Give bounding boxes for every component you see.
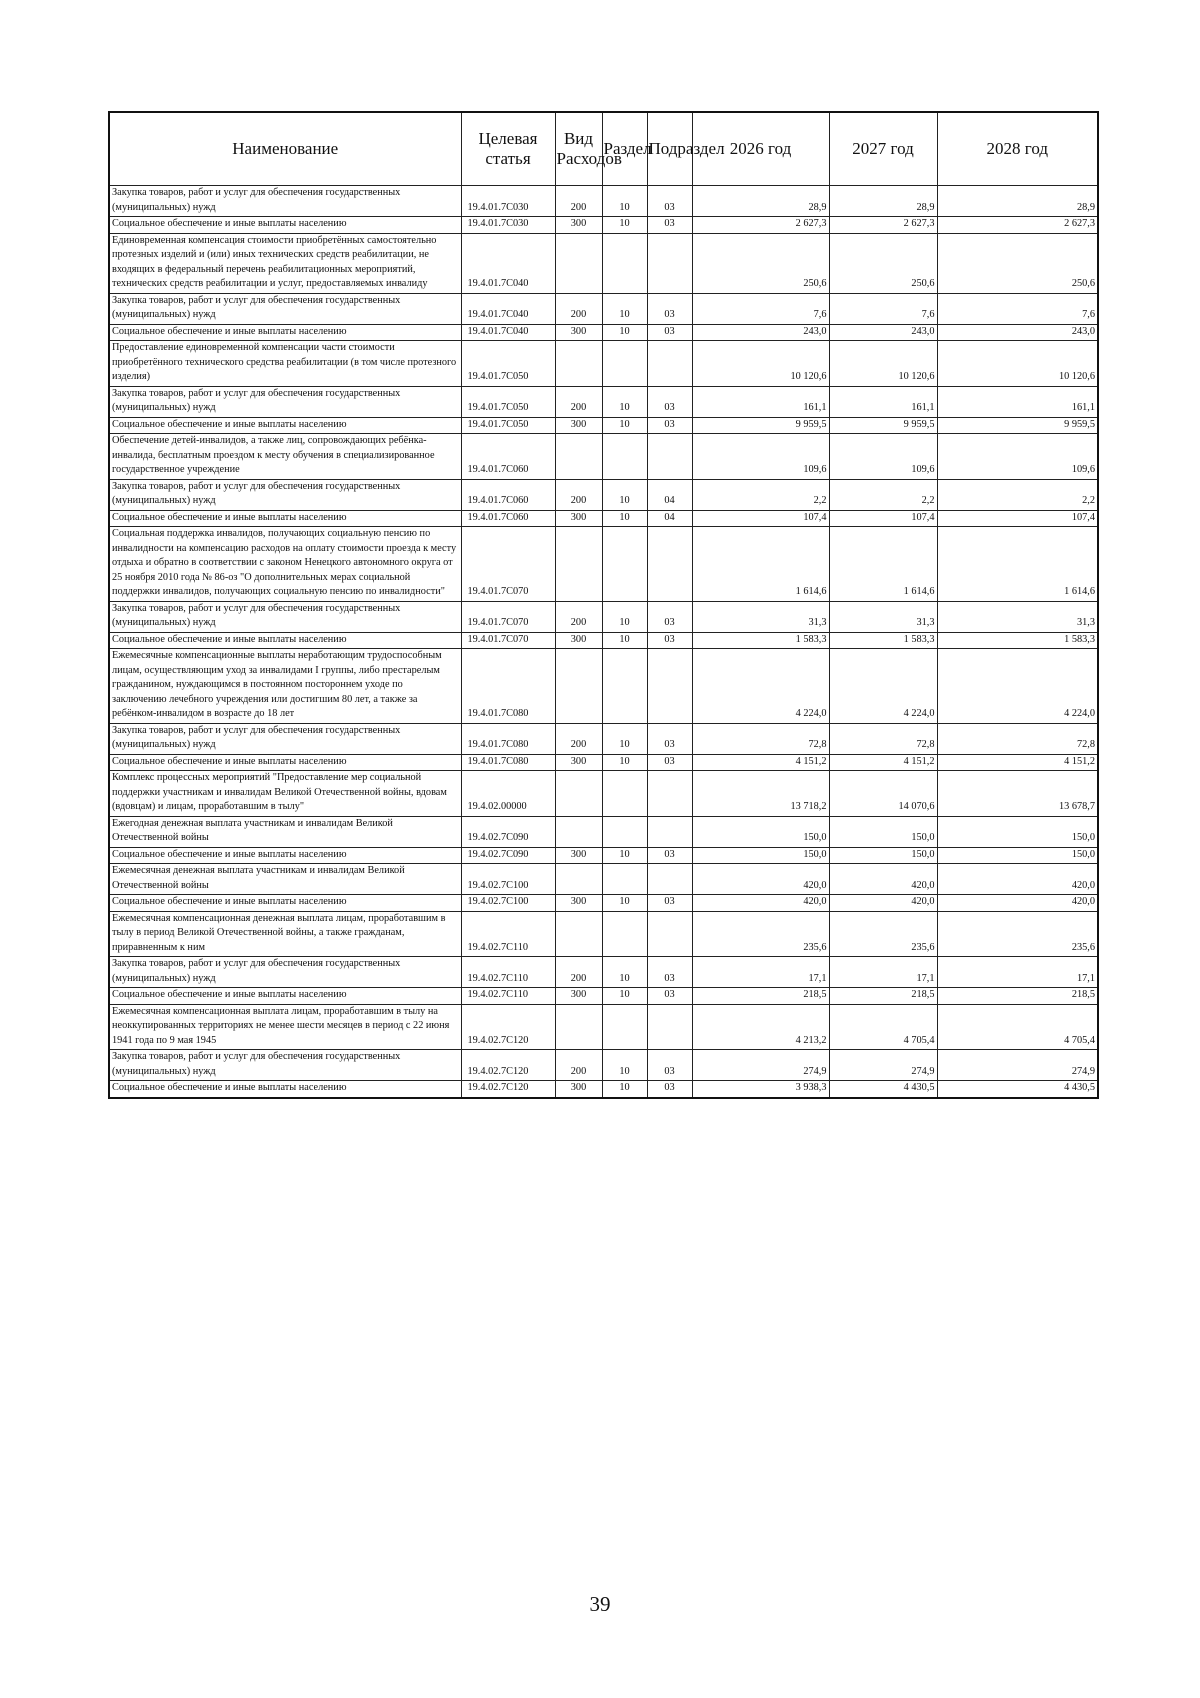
- row-target-code: 19.4.02.7С090: [461, 847, 555, 864]
- row-section: [602, 864, 647, 895]
- row-value-2028: 28,9: [937, 186, 1098, 217]
- row-subsection: 03: [647, 324, 692, 341]
- row-value-2027: 274,9: [829, 1050, 937, 1081]
- header-2027: 2027 год: [829, 112, 937, 186]
- row-target-code: 19.4.01.7С050: [461, 386, 555, 417]
- header-target: Целевая статья: [461, 112, 555, 186]
- table-row: [109, 911, 1098, 957]
- row-name: Предоставление единовременной компенсации части стоимости приобретённого технического средства реабилитации (в том числе протезного изделия): [109, 341, 461, 387]
- row-value-2026: 3 938,3: [692, 1081, 829, 1098]
- row-value-2027: 109,6: [829, 434, 937, 480]
- row-value-2026: 17,1: [692, 957, 829, 988]
- row-value-2026: 28,9: [692, 186, 829, 217]
- row-value-2026: 243,0: [692, 324, 829, 341]
- row-value-2028: 235,6: [937, 911, 1098, 957]
- table-row: [109, 649, 1098, 724]
- row-section: 10: [602, 723, 647, 754]
- table-row: [109, 754, 1098, 771]
- row-value-2028: 420,0: [937, 895, 1098, 912]
- row-name: Социальное обеспечение и иные выплаты населению: [109, 754, 461, 771]
- row-subsection: 03: [647, 1050, 692, 1081]
- row-subsection: 03: [647, 186, 692, 217]
- row-value-2026: 7,6: [692, 293, 829, 324]
- table-row: [109, 341, 1098, 387]
- row-kind: 300: [555, 632, 602, 649]
- row-name: Ежегодная денежная выплата участникам и инвалидам Великой Отечественной войны: [109, 816, 461, 847]
- row-kind: 300: [555, 754, 602, 771]
- row-kind: 300: [555, 324, 602, 341]
- table-row: [109, 816, 1098, 847]
- row-subsection: 03: [647, 293, 692, 324]
- row-target-code: 19.4.01.7С050: [461, 417, 555, 434]
- row-value-2027: 4 705,4: [829, 1004, 937, 1050]
- row-value-2027: 17,1: [829, 957, 937, 988]
- row-name: Закупка товаров, работ и услуг для обеспечения государственных (муниципальных) нужд: [109, 1050, 461, 1081]
- row-value-2028: 4 430,5: [937, 1081, 1098, 1098]
- row-value-2026: 274,9: [692, 1050, 829, 1081]
- row-section: [602, 233, 647, 293]
- row-value-2028: 4 705,4: [937, 1004, 1098, 1050]
- row-target-code: 19.4.02.7С090: [461, 816, 555, 847]
- table-row: [109, 601, 1098, 632]
- row-subsection: 03: [647, 723, 692, 754]
- table-row: [109, 510, 1098, 527]
- table-row: [109, 324, 1098, 341]
- row-value-2028: 107,4: [937, 510, 1098, 527]
- row-target-code: 19.4.02.7С120: [461, 1081, 555, 1098]
- row-value-2026: 10 120,6: [692, 341, 829, 387]
- row-kind: 200: [555, 723, 602, 754]
- row-name: Закупка товаров, работ и услуг для обеспечения государственных (муниципальных) нужд: [109, 479, 461, 510]
- row-target-code: 19.4.02.7С120: [461, 1004, 555, 1050]
- row-value-2026: 161,1: [692, 386, 829, 417]
- row-subsection: [647, 649, 692, 724]
- row-kind: 300: [555, 988, 602, 1005]
- row-value-2026: 235,6: [692, 911, 829, 957]
- table-row: [109, 1050, 1098, 1081]
- row-value-2027: 10 120,6: [829, 341, 937, 387]
- row-value-2026: 1 614,6: [692, 527, 829, 602]
- page-number: 39: [589, 1592, 611, 1616]
- row-value-2026: 2,2: [692, 479, 829, 510]
- table-row: [109, 957, 1098, 988]
- row-value-2027: 235,6: [829, 911, 937, 957]
- row-subsection: 03: [647, 895, 692, 912]
- row-name: Ежемесячная денежная выплата участникам и инвалидам Великой Отечественной войны: [109, 864, 461, 895]
- table-row: [109, 434, 1098, 480]
- table-row: [109, 186, 1098, 217]
- row-target-code: 19.4.01.7С080: [461, 754, 555, 771]
- row-value-2028: 17,1: [937, 957, 1098, 988]
- row-name: Обеспечение детей-инвалидов, а также лиц, сопровождающих ребёнка-инвалида, бесплатным проездом к месту обучения в специализированное государственное учреждение: [109, 434, 461, 480]
- row-target-code: 19.4.01.7С050: [461, 341, 555, 387]
- row-subsection: 04: [647, 510, 692, 527]
- row-subsection: 03: [647, 1081, 692, 1098]
- row-value-2026: 2 627,3: [692, 217, 829, 234]
- table-row: [109, 233, 1098, 293]
- row-value-2027: 4 224,0: [829, 649, 937, 724]
- row-section: 10: [602, 186, 647, 217]
- row-kind: 300: [555, 847, 602, 864]
- row-subsection: [647, 911, 692, 957]
- row-value-2026: 250,6: [692, 233, 829, 293]
- row-kind: 300: [555, 217, 602, 234]
- row-value-2028: 2 627,3: [937, 217, 1098, 234]
- row-target-code: 19.4.01.7С070: [461, 527, 555, 602]
- row-value-2028: 150,0: [937, 816, 1098, 847]
- row-value-2027: 218,5: [829, 988, 937, 1005]
- row-kind: [555, 341, 602, 387]
- row-value-2027: 9 959,5: [829, 417, 937, 434]
- row-name: Закупка товаров, работ и услуг для обеспечения государственных (муниципальных) нужд: [109, 601, 461, 632]
- header-kind: Вид Расходов: [555, 112, 602, 186]
- row-name: Закупка товаров, работ и услуг для обеспечения государственных (муниципальных) нужд: [109, 957, 461, 988]
- header-2026: 2026 год: [692, 112, 829, 186]
- row-value-2027: 1 614,6: [829, 527, 937, 602]
- row-name: Социальное обеспечение и иные выплаты населению: [109, 417, 461, 434]
- row-target-code: 19.4.01.7С040: [461, 324, 555, 341]
- row-value-2028: 274,9: [937, 1050, 1098, 1081]
- row-value-2027: 4 151,2: [829, 754, 937, 771]
- row-name: Социальное обеспечение и иные выплаты населению: [109, 988, 461, 1005]
- row-target-code: 19.4.01.7С060: [461, 434, 555, 480]
- table-row: [109, 1004, 1098, 1050]
- row-value-2026: 72,8: [692, 723, 829, 754]
- row-section: [602, 1004, 647, 1050]
- row-value-2027: 420,0: [829, 864, 937, 895]
- row-value-2027: 7,6: [829, 293, 937, 324]
- row-value-2028: 31,3: [937, 601, 1098, 632]
- row-value-2028: 9 959,5: [937, 417, 1098, 434]
- row-name: Социальное обеспечение и иные выплаты населению: [109, 847, 461, 864]
- row-target-code: 19.4.02.7С110: [461, 988, 555, 1005]
- row-section: [602, 816, 647, 847]
- row-name: Ежемесячная компенсационная выплата лицам, проработавшим в тылу на неоккупированных территориях не менее шести месяцев в период с 22 июня 1941 года по 9 мая 1945: [109, 1004, 461, 1050]
- row-section: 10: [602, 847, 647, 864]
- row-name: Ежемесячные компенсационные выплаты неработающим трудоспособным лицам, осуществляющим уход за инвалидами I группы, либо престарелым гражданином, нуждающимся в постоянном постороннем уходе по заключению лечебного учреждения или достигшим 80 лет, а также за ребёнком-инвалидом в возрасте до 18 лет: [109, 649, 461, 724]
- table-row: [109, 864, 1098, 895]
- row-value-2026: 109,6: [692, 434, 829, 480]
- row-target-code: 19.4.01.7С060: [461, 479, 555, 510]
- row-kind: [555, 911, 602, 957]
- row-value-2028: 4 224,0: [937, 649, 1098, 724]
- row-section: 10: [602, 510, 647, 527]
- table-row: [109, 632, 1098, 649]
- row-name: Социальное обеспечение и иные выплаты населению: [109, 217, 461, 234]
- row-value-2026: 150,0: [692, 816, 829, 847]
- row-value-2028: 161,1: [937, 386, 1098, 417]
- row-target-code: 19.4.01.7С070: [461, 632, 555, 649]
- row-value-2027: 1 583,3: [829, 632, 937, 649]
- row-value-2026: 31,3: [692, 601, 829, 632]
- row-section: 10: [602, 386, 647, 417]
- row-kind: [555, 1004, 602, 1050]
- row-name: Закупка товаров, работ и услуг для обеспечения государственных (муниципальных) нужд: [109, 293, 461, 324]
- row-value-2026: 13 718,2: [692, 771, 829, 817]
- row-subsection: [647, 527, 692, 602]
- row-value-2027: 420,0: [829, 895, 937, 912]
- row-value-2027: 250,6: [829, 233, 937, 293]
- row-section: [602, 771, 647, 817]
- row-subsection: [647, 771, 692, 817]
- row-value-2027: 72,8: [829, 723, 937, 754]
- row-target-code: 19.4.01.7С070: [461, 601, 555, 632]
- row-kind: [555, 816, 602, 847]
- table-row: [109, 1081, 1098, 1098]
- row-target-code: 19.4.02.7С110: [461, 911, 555, 957]
- row-name: Закупка товаров, работ и услуг для обеспечения государственных (муниципальных) нужд: [109, 186, 461, 217]
- row-value-2027: 150,0: [829, 847, 937, 864]
- row-target-code: 19.4.02.7С100: [461, 864, 555, 895]
- row-kind: 300: [555, 1081, 602, 1098]
- row-value-2028: 150,0: [937, 847, 1098, 864]
- row-subsection: [647, 864, 692, 895]
- row-value-2027: 2,2: [829, 479, 937, 510]
- row-value-2028: 250,6: [937, 233, 1098, 293]
- row-section: 10: [602, 217, 647, 234]
- table-row: [109, 988, 1098, 1005]
- row-subsection: [647, 1004, 692, 1050]
- row-name: Социальная поддержка инвалидов, получающих социальную пенсию по инвалидности на компенсацию расходов на оплату стоимости проезда к месту отдыха и обратно в соответствии с законом Ненецкого автономного округа от 25 ноября 2010 года № 86-оз "О дополнительных мерах социальной поддержки инвалидов, получающих социальную пенсию по инвалидности": [109, 527, 461, 602]
- row-value-2027: 161,1: [829, 386, 937, 417]
- row-name: Закупка товаров, работ и услуг для обеспечения государственных (муниципальных) нужд: [109, 723, 461, 754]
- row-target-code: 19.4.01.7С030: [461, 186, 555, 217]
- table-row: [109, 386, 1098, 417]
- row-value-2028: 4 151,2: [937, 754, 1098, 771]
- row-kind: [555, 649, 602, 724]
- row-target-code: 19.4.02.7С110: [461, 957, 555, 988]
- row-kind: [555, 864, 602, 895]
- row-section: 10: [602, 957, 647, 988]
- row-value-2026: 218,5: [692, 988, 829, 1005]
- row-kind: 200: [555, 186, 602, 217]
- row-target-code: 19.4.01.7С040: [461, 293, 555, 324]
- row-target-code: 19.4.01.7С080: [461, 723, 555, 754]
- row-kind: 200: [555, 386, 602, 417]
- row-value-2027: 31,3: [829, 601, 937, 632]
- row-section: 10: [602, 601, 647, 632]
- row-value-2027: 243,0: [829, 324, 937, 341]
- row-kind: [555, 527, 602, 602]
- row-value-2026: 420,0: [692, 864, 829, 895]
- row-target-code: 19.4.01.7С060: [461, 510, 555, 527]
- row-section: 10: [602, 479, 647, 510]
- row-value-2028: 218,5: [937, 988, 1098, 1005]
- row-section: [602, 527, 647, 602]
- row-value-2028: 2,2: [937, 479, 1098, 510]
- row-value-2028: 13 678,7: [937, 771, 1098, 817]
- table-body: [109, 186, 1098, 1098]
- row-section: 10: [602, 754, 647, 771]
- table-row: [109, 417, 1098, 434]
- row-name: Социальное обеспечение и иные выплаты населению: [109, 895, 461, 912]
- row-name: Социальное обеспечение и иные выплаты населению: [109, 632, 461, 649]
- row-value-2026: 9 959,5: [692, 417, 829, 434]
- row-name: Социальное обеспечение и иные выплаты населению: [109, 510, 461, 527]
- row-value-2026: 1 583,3: [692, 632, 829, 649]
- row-kind: 200: [555, 293, 602, 324]
- row-value-2026: 150,0: [692, 847, 829, 864]
- row-target-code: 19.4.02.00000: [461, 771, 555, 817]
- row-section: 10: [602, 988, 647, 1005]
- row-target-code: 19.4.02.7С120: [461, 1050, 555, 1081]
- table-row: [109, 293, 1098, 324]
- row-subsection: 03: [647, 847, 692, 864]
- row-section: [602, 649, 647, 724]
- row-target-code: 19.4.01.7С080: [461, 649, 555, 724]
- row-section: 10: [602, 1050, 647, 1081]
- row-value-2028: 109,6: [937, 434, 1098, 480]
- table-row: [109, 895, 1098, 912]
- row-name: Ежемесячная компенсационная денежная выплата лицам, проработавшим в тылу в период Великой Отечественной войны, а также гражданам, приравненным к ним: [109, 911, 461, 957]
- row-section: [602, 341, 647, 387]
- row-subsection: 03: [647, 417, 692, 434]
- row-value-2028: 243,0: [937, 324, 1098, 341]
- row-value-2027: 28,9: [829, 186, 937, 217]
- row-value-2027: 4 430,5: [829, 1081, 937, 1098]
- row-value-2027: 107,4: [829, 510, 937, 527]
- row-value-2028: 420,0: [937, 864, 1098, 895]
- table-row: [109, 847, 1098, 864]
- row-name: Социальное обеспечение и иные выплаты населению: [109, 324, 461, 341]
- row-subsection: [647, 816, 692, 847]
- row-section: 10: [602, 632, 647, 649]
- header-section: Раздел: [602, 112, 647, 186]
- header-subsection: Подраздел: [647, 112, 692, 186]
- row-section: [602, 911, 647, 957]
- row-kind: 200: [555, 957, 602, 988]
- row-kind: 200: [555, 1050, 602, 1081]
- row-value-2028: 7,6: [937, 293, 1098, 324]
- row-name: Единовременная компенсация стоимости приобретённых самостоятельно протезных изделий и (или) иных технических средств реабилитации, не входящих в федеральный перечень реабилитационных мероприятий, технических средств реабилитации и услуг, предоставляемых инвалиду: [109, 233, 461, 293]
- row-kind: 300: [555, 510, 602, 527]
- row-subsection: 03: [647, 386, 692, 417]
- row-subsection: 04: [647, 479, 692, 510]
- table-row: [109, 479, 1098, 510]
- row-target-code: 19.4.02.7С100: [461, 895, 555, 912]
- row-value-2027: 150,0: [829, 816, 937, 847]
- row-section: 10: [602, 293, 647, 324]
- row-kind: [555, 233, 602, 293]
- row-subsection: 03: [647, 217, 692, 234]
- table-header: [109, 112, 1098, 186]
- row-value-2026: 4 224,0: [692, 649, 829, 724]
- header-2028: 2028 год: [937, 112, 1098, 186]
- table-row: [109, 217, 1098, 234]
- row-value-2026: 4 213,2: [692, 1004, 829, 1050]
- table-row: [109, 771, 1098, 817]
- row-subsection: 03: [647, 632, 692, 649]
- row-value-2028: 72,8: [937, 723, 1098, 754]
- row-value-2028: 1 614,6: [937, 527, 1098, 602]
- table-row: [109, 723, 1098, 754]
- row-section: [602, 434, 647, 480]
- row-section: 10: [602, 1081, 647, 1098]
- row-name: Комплекс процессных мероприятий "Предоставление мер социальной поддержки участникам и инвалидам Великой Отечественной войны, вдовам (вдовцам) и лицам, проработавшим в тылу": [109, 771, 461, 817]
- table-row: [109, 527, 1098, 602]
- row-kind: 300: [555, 895, 602, 912]
- row-kind: 200: [555, 601, 602, 632]
- row-subsection: 03: [647, 601, 692, 632]
- row-value-2026: 4 151,2: [692, 754, 829, 771]
- row-kind: 300: [555, 417, 602, 434]
- row-kind: [555, 771, 602, 817]
- row-value-2027: 2 627,3: [829, 217, 937, 234]
- row-name: Закупка товаров, работ и услуг для обеспечения государственных (муниципальных) нужд: [109, 386, 461, 417]
- row-value-2028: 1 583,3: [937, 632, 1098, 649]
- row-subsection: 03: [647, 988, 692, 1005]
- row-kind: [555, 434, 602, 480]
- row-value-2028: 10 120,6: [937, 341, 1098, 387]
- row-kind: 200: [555, 479, 602, 510]
- row-subsection: [647, 434, 692, 480]
- row-section: 10: [602, 895, 647, 912]
- header-row: [109, 112, 1098, 186]
- row-subsection: [647, 233, 692, 293]
- header-name: Наименование: [109, 112, 461, 186]
- row-value-2026: 107,4: [692, 510, 829, 527]
- row-subsection: [647, 341, 692, 387]
- row-name: Социальное обеспечение и иные выплаты населению: [109, 1081, 461, 1098]
- row-value-2026: 420,0: [692, 895, 829, 912]
- row-value-2027: 14 070,6: [829, 771, 937, 817]
- budget-table: [108, 111, 1099, 1099]
- row-subsection: 03: [647, 754, 692, 771]
- row-section: 10: [602, 324, 647, 341]
- row-target-code: 19.4.01.7С030: [461, 217, 555, 234]
- row-subsection: 03: [647, 957, 692, 988]
- row-section: 10: [602, 417, 647, 434]
- row-target-code: 19.4.01.7С040: [461, 233, 555, 293]
